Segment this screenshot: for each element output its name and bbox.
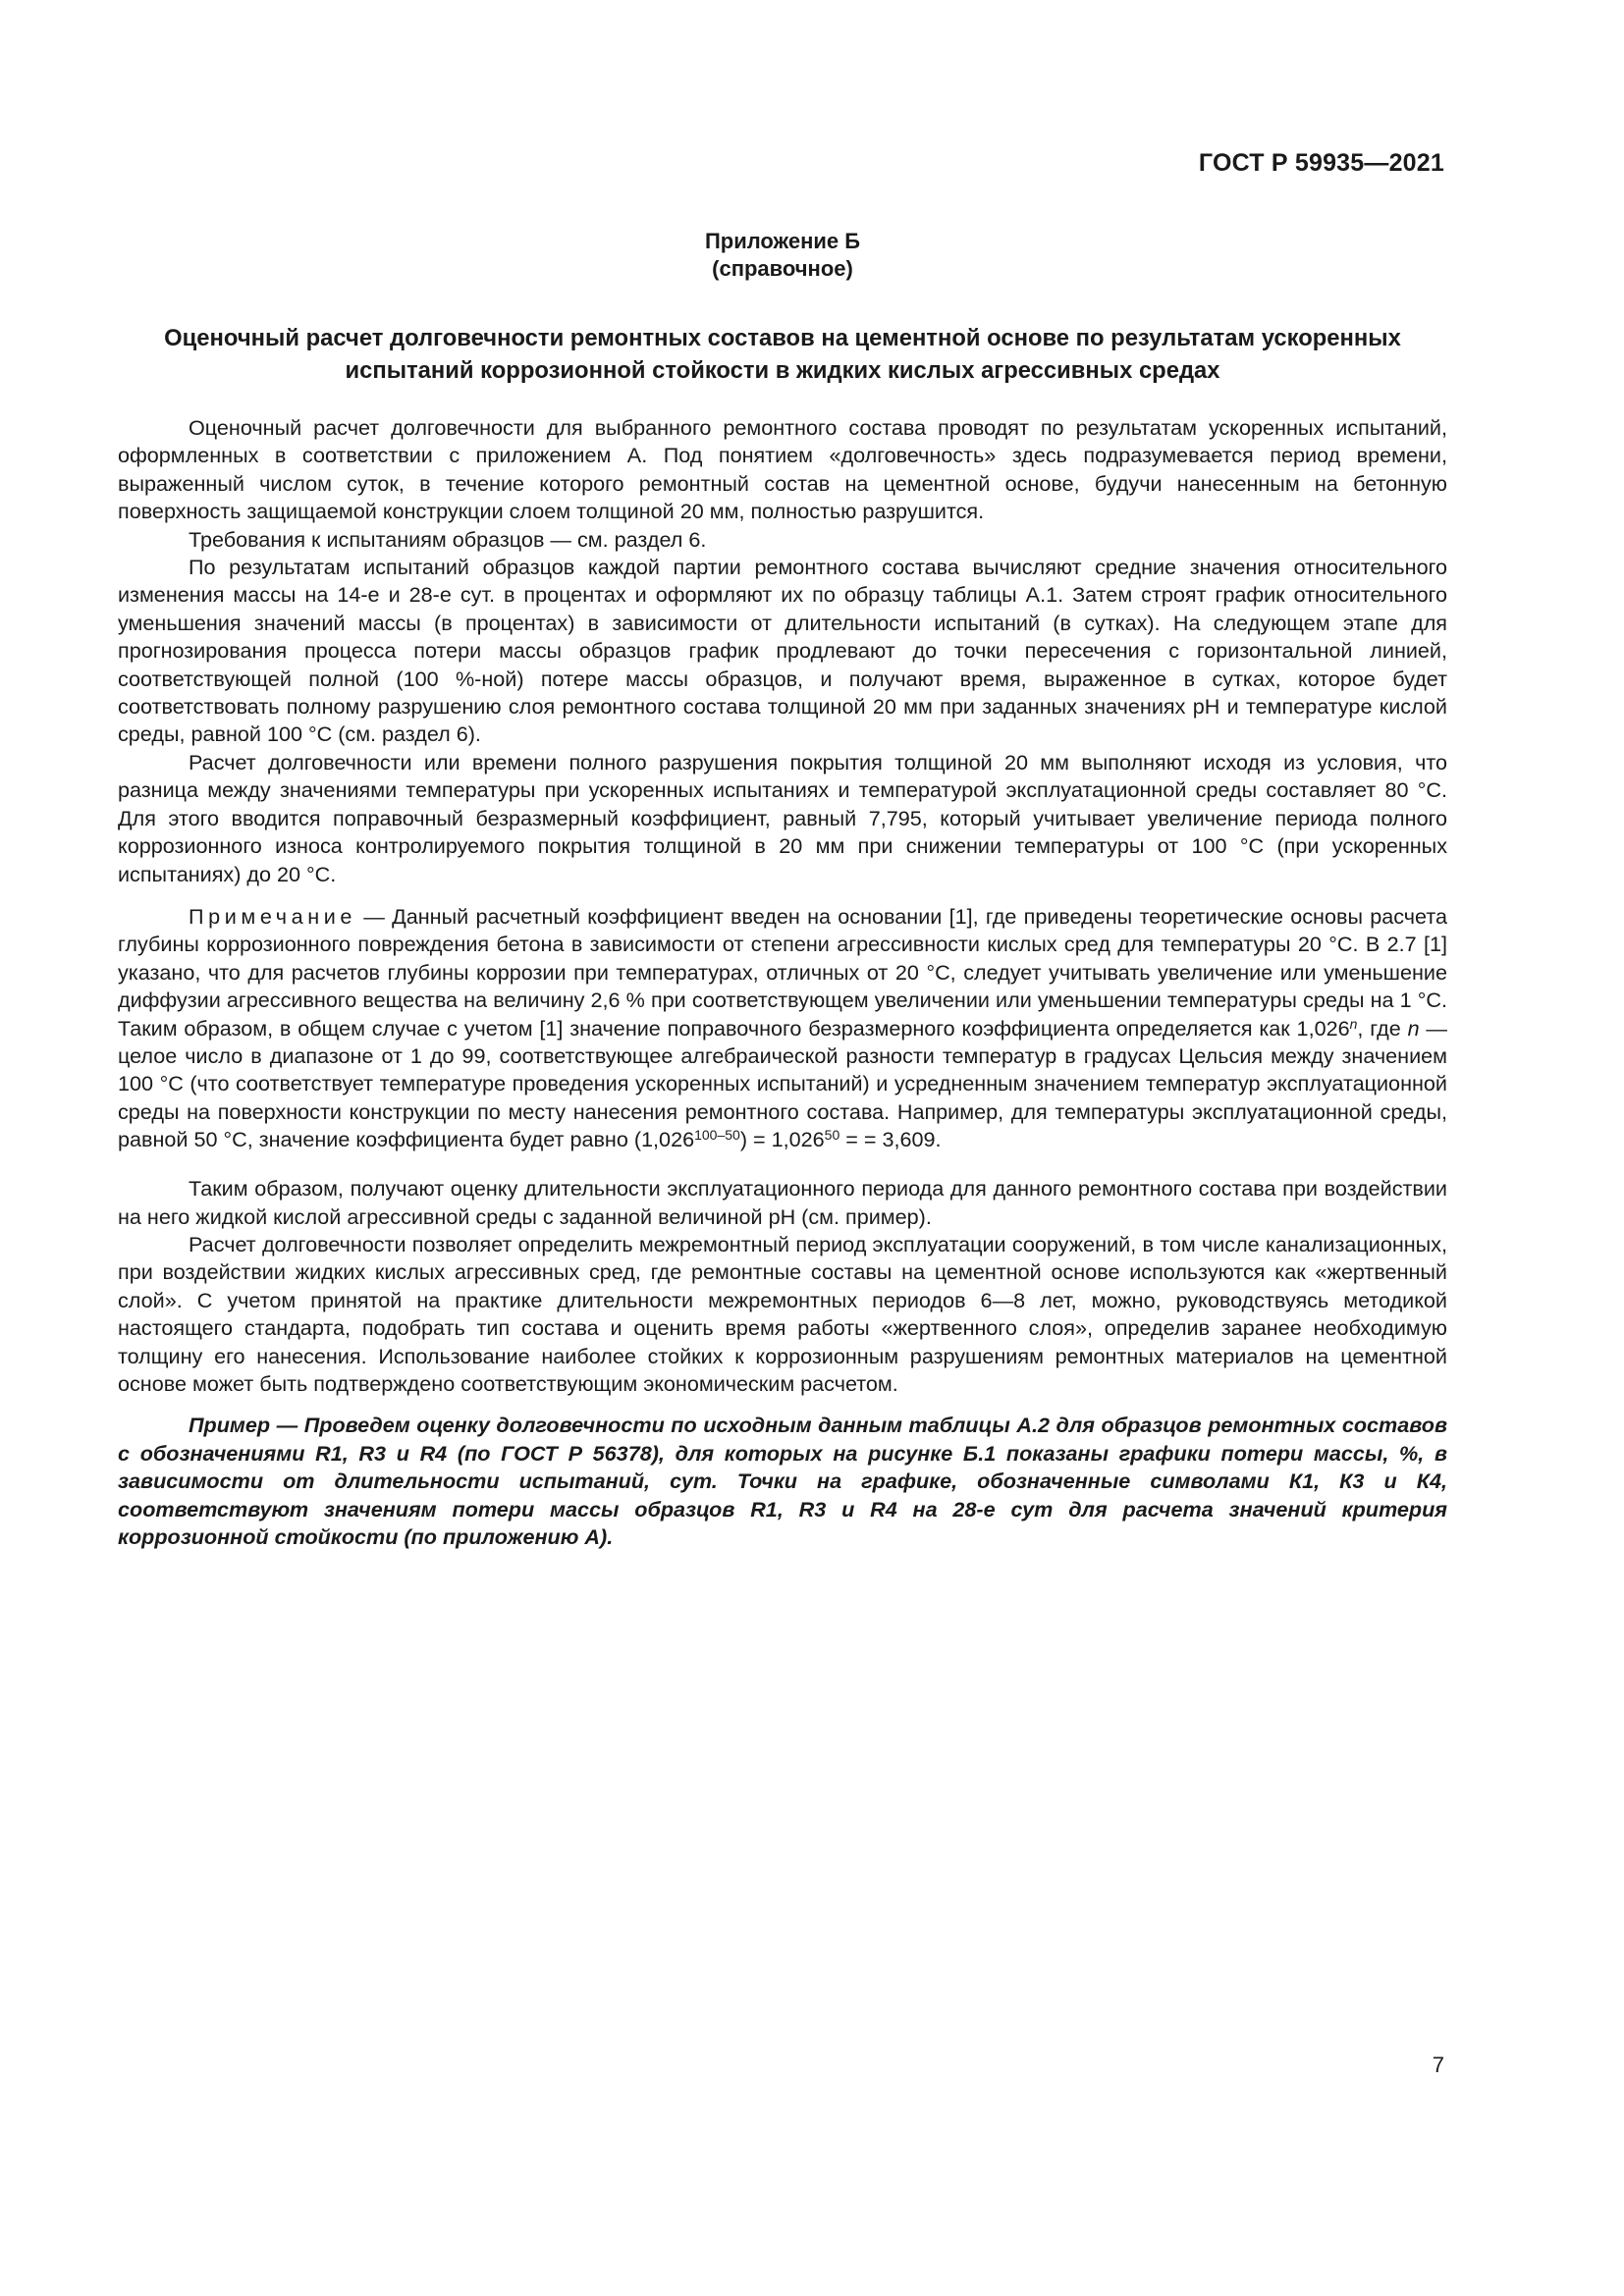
example-paragraph: Пример — Проведем оценку долговечности по исходным данным таблицы А.2 для образцов ремонтных составов с обозначениями R1, R3 и R4 (по ГОСТ Р 56378), для которых на рисунке Б.1 показаны графики потери массы, %, в зависимости от длительности испытаний, сут. Точки на графике, обозначенные символами К1, К3 и К4, соответствуют значениям потери массы образцов R1, R3 и R4 на 28-е сут для расчета значений критерия коррозионной стойкости (по приложению А).: [118, 1413, 1447, 1550]
note: Примечание — Данный расчетный коэффициент введен на основании [1], где приведены теоретические основы расчета глубины коррозионного повреждения бетона в зависимости от степени агрессивности кислых сред для температуры 20 °С. В 2.7 [1] указано, что для расчетов глубины коррозии при температурах, отличных от 20 °С, следует учитывать увеличение или уменьшение диффузии агрессивного вещества на величину 2,6 % при соответствующем увеличении или уменьшении температуры среды на 1 °С. Таким образом, в общем случае с учетом [1] значение поправочного безразмерного коэффициента определяется как 1,026$^n$, где n — целое число в диапазоне от 1 до 99, соответствующее алгебраической разности температур в градусах Цельсия между значением 100 °С (что соответствует температуре проведения ускоренных испытаний) и усредненным значением температур эксплуатационной среды на поверхности конструкции по месту нанесения ремонтного состава. Например, для температуры эксплуатационной среды, равной 50 °С, значение коэффициента будет равно $(1,026^{100-50}) = 1,026^{50}$ = = 3,609.: [118, 903, 1448, 1152]
page-number: 7: [1432, 2053, 1444, 2077]
conclusion-text: [118, 1175, 1447, 1398]
note-label: Примечание: [189, 903, 356, 929]
paragraph: Расчет долговечности позволяет определить межремонтный период эксплуатации сооружений, в том числе канализационных, при воздействии жидких кислых агрессивных сред, где ремонтные составы на цементной основе используются как «жертвенный слой». С учетом принятой на практике длительности межремонтных периодов 6—8 лет, можно, руководствуясь методикой настоящего стандарта, подобрать тип состава и оценить время работы «жертвенного слоя», определив заранее необходимую толщину его нанесения. Использование наиболее стойких к коррозионным разрушениям ремонтных материалов на цементной основе может быть подтверждено соответствующим экономическим расчетом.: [118, 1231, 1447, 1396]
note-superscript: 100–50: [694, 1127, 740, 1144]
note-superscript: n: [1349, 1015, 1358, 1032]
appendix-label: Приложение Б: [704, 229, 861, 253]
document-code: ГОСТ Р 59935—2021: [1198, 149, 1444, 177]
note-text: — Данный расчетный коэффициент введен на основании [1], где приведены теоретические основы расчета глубины коррозионного повреждения бетона в зависимости от степени агрессивности кислых сред для температуры 20 °С. В 2.7 [1] указано, что для расчетов глубины коррозии при температурах, отличных от 20 °С, следует учитывать увеличение или уменьшение диффузии агрессивного вещества на величину 2,6 % при соответствующем увеличении или уменьшении температуры среды на 1 °С. Таким образом, в общем случае с учетом [1] значение поправочного безразмерного коэффициента определяется как 1,026: [118, 903, 1447, 1041]
body-text: [118, 414, 1447, 888]
page-content: [118, 228, 1447, 1573]
appendix-title: Оценочный расчет долговечности ремонтных составов на цементной основе по результатам ускоренных испытаний коррозионной стойкости в жидких кислых агрессивных средах: [164, 325, 1401, 384]
paragraph: Расчет долговечности или времени полного разрушения покрытия толщиной 20 мм выполняют исходя из условия, что разница между значениями температуры при ускоренных испытаниях и температурой эксплуатационной среды составляет 80 °С. Для этого вводится поправочный безразмерный коэффициент, равный 7,795, который учитывает увеличение периода полного коррозионного износа контролируемого покрытия толщиной в 20 мм при снижении температуры от 100 °С (при ускоренных испытаниях) до 20 °С.: [118, 749, 1447, 886]
paragraph: Оценочный расчет долговечности для выбранного ремонтного состава проводят по результатам ускоренных испытаний, оформленных в соответствии с приложением А. Под понятием «долговечность» здесь подразумевается период времени, выраженный числом суток, в течение которого ремонтный состав на цементной основе, будучи нанесенным на бетонную поверхность защищаемой конструкции слоем толщиной 20 мм, полностью разрушится.: [118, 415, 1447, 524]
paragraph: Таким образом, получают оценку длительности эксплуатационного периода для данного ремонтного состава при воздействии на него жидкой кислой агрессивной среды с заданной величиной pH (см. пример).: [118, 1176, 1447, 1229]
paragraph: По результатам испытаний образцов каждой партии ремонтного состава вычисляют средние значения относительного изменения массы на 14-е и 28-е сут. в процентах и оформляют их по образцу таблицы А.1. Затем строят график относительного уменьшения значений массы (в процентах) в зависимости от длительности испытаний (в сутках). На следующем этапе для прогнозирования процесса потери массы образцов график продлевают до точки пересечения с горизонтальной линией, соответствующей полной (100 %-ной) потере массы образцов, и получают время, выраженное в сутках, которое будет соответствовать полному разрушению слоя ремонтного состава толщиной 20 мм при заданных значениях pH и температуре кислой среды, равной 100 °С (см. раздел 6).: [118, 555, 1447, 747]
note-variable: n: [1407, 1015, 1420, 1041]
appendix-type: (справочное): [712, 256, 853, 281]
appendix-heading: [118, 228, 1447, 283]
paragraph: Требования к испытаниям образцов — см. раздел 6.: [189, 526, 707, 552]
note-superscript: 50: [824, 1127, 840, 1144]
